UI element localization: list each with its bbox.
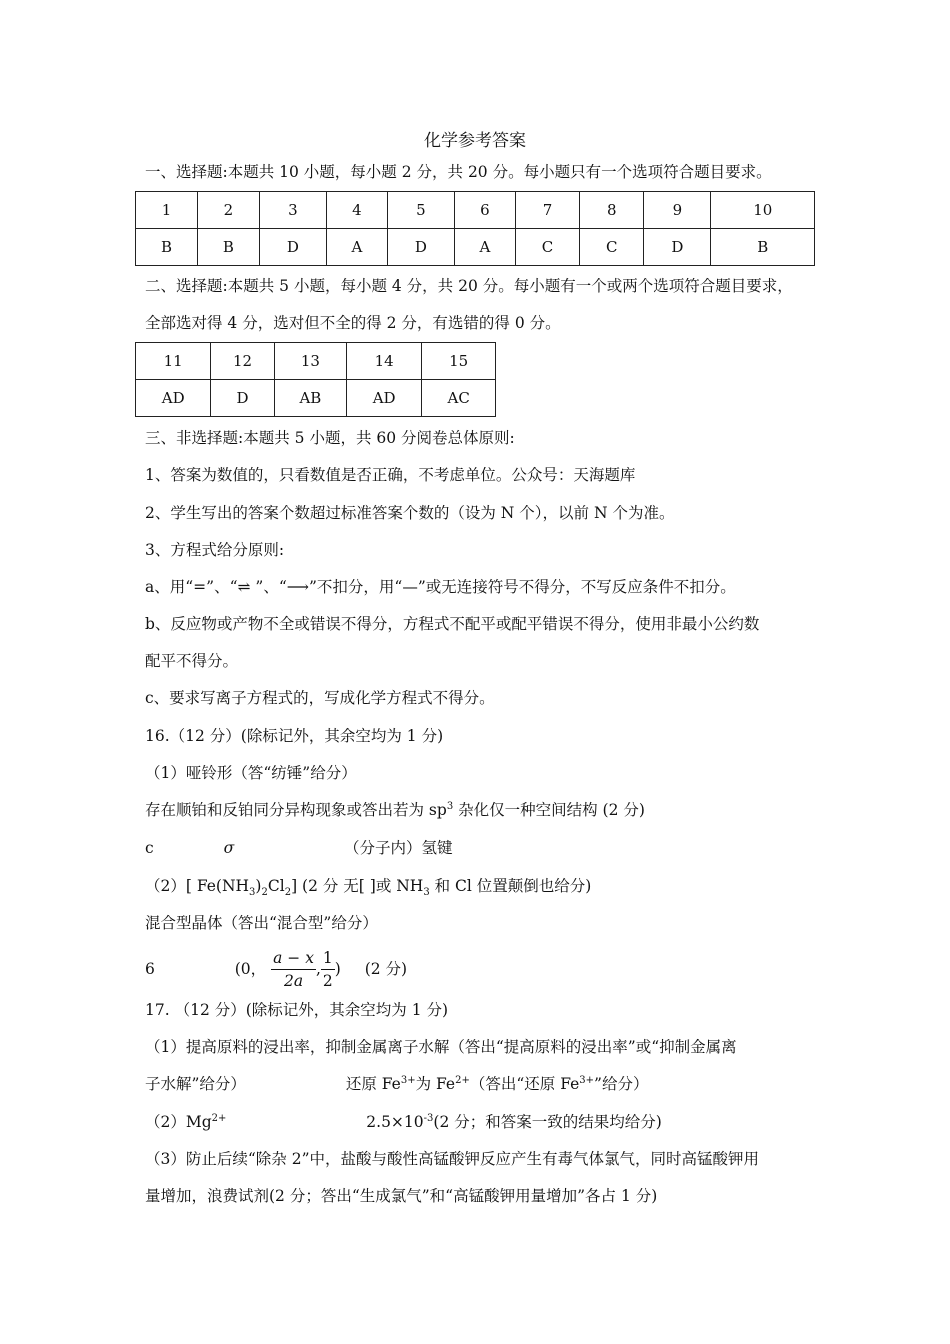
q16-part1: （1）哑铃形（答“纺锤”给分） — [145, 764, 357, 782]
superscript: 3+ — [400, 1074, 416, 1086]
answer-hydrogen-bond: （分子内）氢键 — [344, 839, 453, 857]
q17-text: 为 Fe — [415, 1075, 456, 1093]
q17-part3-line2: 量增加，浪费试剂(2 分；答出“生成氯气”和“高锰酸钾用量增加”各占 1 分) — [145, 1187, 658, 1205]
rule-b-line2: 配平不得分。 — [145, 652, 239, 670]
question-number: 12 — [211, 343, 274, 380]
q16-part1-line3 — [145, 838, 453, 858]
question-number: 14 — [346, 343, 421, 380]
question-number: 5 — [387, 192, 454, 229]
rule-a: a、用“=”、“⇌ ”、“⟶”不扣分，用“—”或无连接符号不得分，不写反应条件不扣分。 — [145, 578, 736, 596]
section2-header-line2: 全部选对得 4 分，选对但不全的得 2 分，有选错的得 0 分。 — [145, 314, 561, 332]
answer-cell: D — [644, 229, 711, 266]
question-number: 2 — [197, 192, 259, 229]
answer-table-1 — [135, 191, 815, 266]
rule-3: 3、方程式给分原则: — [145, 541, 285, 559]
question-number: 8 — [580, 192, 644, 229]
question-number: 10 — [711, 192, 815, 229]
question-number: 6 — [454, 192, 515, 229]
fraction-half — [321, 947, 335, 992]
table-row — [136, 343, 496, 380]
q16-text: （2）[ Fe(NH — [145, 877, 250, 895]
subscript: 3 — [423, 887, 430, 899]
fraction-denominator: 2a — [283, 971, 304, 990]
score-note: (2 分) — [364, 960, 408, 978]
q16-part2 — [145, 876, 592, 899]
q16-text: ] (2 分 无[ ]或 NH — [291, 877, 424, 895]
fraction-numerator: 1 — [321, 947, 335, 970]
q17-part1-line1: （1）提高原料的浸出率，抑制金属离子水解（答出“提高原料的浸出率”或“抑制金属离 — [145, 1038, 737, 1056]
coordinate-comma: , — [315, 960, 321, 978]
page-title: 化学参考答案 — [424, 131, 526, 151]
q17-text: 子水解”给分） — [145, 1075, 246, 1093]
answer-table-2 — [135, 342, 496, 417]
q16-text: 存在顺铂和反铂同分异构现象或答出若为 sp — [145, 801, 447, 819]
q16-part2-line3 — [145, 946, 407, 992]
question-number: 3 — [259, 192, 326, 229]
answer-cell: B — [711, 229, 815, 266]
rule-2: 2、学生写出的答案个数超过标准答案个数的（设为 N 个），以前 N 个为准。 — [145, 504, 675, 522]
question-number: 1 — [136, 192, 198, 229]
q16-text: Cl — [267, 877, 285, 895]
fraction-numerator: a − x — [271, 947, 316, 970]
watermark-text: 公众号：天海题库 — [511, 466, 636, 484]
q17-text: (2 分；和答案一致的结果均给分) — [433, 1113, 662, 1131]
answer-cell: AD — [346, 380, 421, 417]
answer-cell: D — [259, 229, 326, 266]
answer-cell: D — [211, 380, 274, 417]
q17-part2 — [145, 1112, 662, 1132]
superscript: 3+ — [579, 1074, 595, 1086]
q16-part1-line2 — [145, 800, 645, 820]
rule-1-text: 1、答案为数值的，只看数值是否正确，不考虑单位。 — [145, 466, 512, 484]
superscript: 3 — [446, 800, 454, 812]
section1-header: 一、选择题:本题共 10 小题，每小题 2 分，共 20 分。每小题只有一个选项符合题目要求。 — [145, 163, 772, 181]
answer-cell: AC — [422, 380, 496, 417]
answer-cell: B — [136, 229, 198, 266]
question-number: 7 — [515, 192, 579, 229]
rule-c: c、要求写离子方程式的，写成化学方程式不得分。 — [145, 689, 495, 707]
q16-text: 杂化仅一种空间结构 (2 分) — [453, 801, 645, 819]
q17-text: （答出“还原 Fe — [469, 1075, 580, 1093]
section3-header: 三、非选择题:本题共 5 小题，共 60 分阅卷总体原则: — [145, 429, 515, 447]
table-row — [136, 192, 815, 229]
question-number: 15 — [422, 343, 496, 380]
section2-header-line1: 二、选择题:本题共 5 小题，每小题 4 分，共 20 分。每小题有一个或两个选项符合题目要求， — [145, 277, 793, 295]
coordinate-open: (0， — [234, 960, 267, 978]
table-row — [136, 380, 496, 417]
subscript: 3 — [249, 887, 256, 899]
subscript: 2 — [284, 887, 292, 899]
question-number: 9 — [644, 192, 711, 229]
answer-sigma: σ — [223, 839, 235, 857]
q17-text: 还原 Fe — [345, 1075, 401, 1093]
q17-text: 2.5×10 — [366, 1113, 424, 1131]
q16-header: 16.（12 分）(除标记外，其余空均为 1 分) — [145, 727, 444, 745]
q17-text: ”给分） — [594, 1075, 649, 1093]
subscript: 2 — [261, 887, 268, 899]
answer-cell: C — [515, 229, 579, 266]
answer-cell: AB — [274, 380, 346, 417]
answer-cell: A — [326, 229, 387, 266]
superscript: 2+ — [211, 1112, 227, 1124]
question-number: 13 — [274, 343, 346, 380]
question-number: 11 — [136, 343, 211, 380]
answer-cell: B — [197, 229, 259, 266]
rule-1 — [145, 465, 635, 485]
answer-six: 6 — [145, 960, 155, 978]
q17-text: （2）Mg — [145, 1113, 212, 1131]
answer-cell: D — [387, 229, 454, 266]
answer-cell: AD — [136, 380, 211, 417]
fraction-denominator: 2 — [322, 971, 333, 990]
answer-cell: A — [454, 229, 515, 266]
question-number: 4 — [326, 192, 387, 229]
q17-header: 17. （12 分）(除标记外，其余空均为 1 分) — [145, 1001, 449, 1019]
answer-c: c — [145, 839, 154, 857]
fraction — [271, 947, 316, 992]
table-row — [136, 229, 815, 266]
q17-part3-line1: （3）防止后续“除杂 2”中，盐酸与酸性高锰酸钾反应产生有毒气体氯气，同时高锰酸钾用 — [145, 1150, 760, 1168]
q16-part2-line2: 混合型晶体（答出“混合型”给分） — [145, 914, 378, 932]
q16-text: ) — [255, 877, 262, 895]
rule-b-line1: b、反应物或产物不全或错误不得分，方程式不配平或配平错误不得分，使用非最小公约数 — [145, 615, 760, 633]
coordinate-close: ) — [334, 960, 341, 978]
superscript: 2+ — [455, 1074, 470, 1086]
answer-cell: C — [580, 229, 644, 266]
q17-part1-line2 — [145, 1074, 648, 1094]
q16-text: 和 Cl 位置颠倒也给分) — [429, 877, 592, 895]
superscript: -3 — [423, 1112, 434, 1124]
